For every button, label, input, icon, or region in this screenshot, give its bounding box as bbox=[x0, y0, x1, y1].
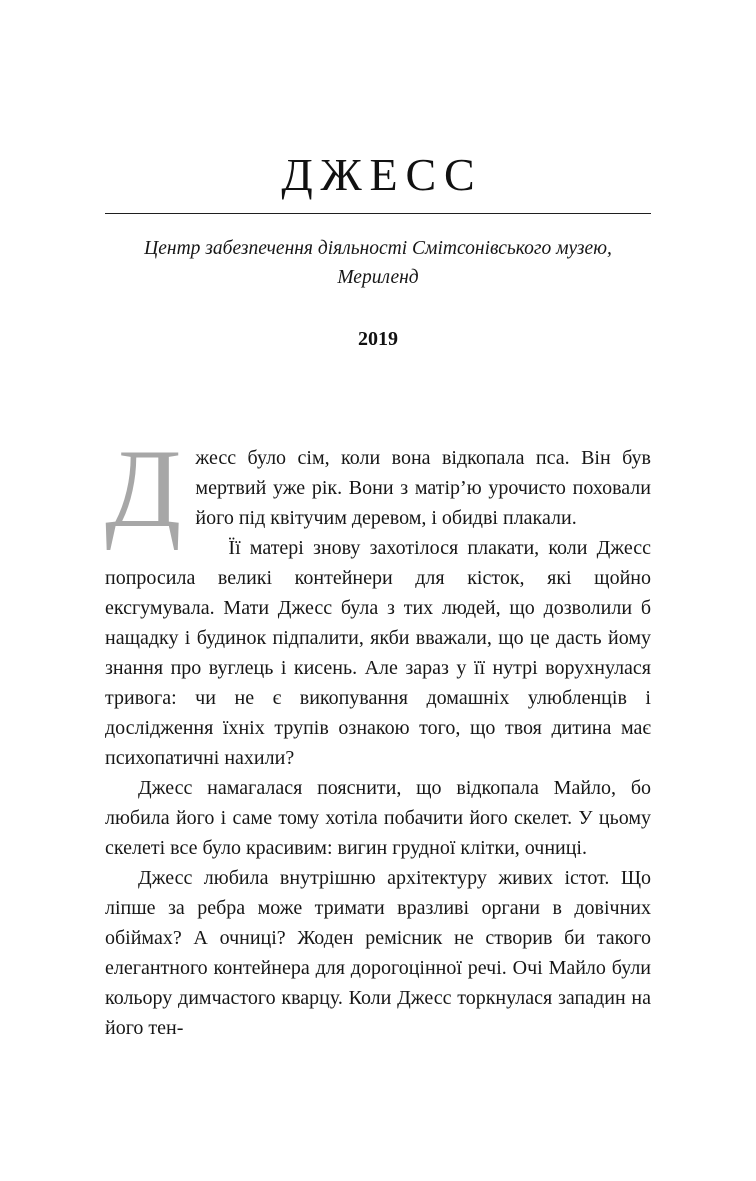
paragraph-text: жесс було сім, коли вона відкопала пса. Він був мертвий уже рік. Вони з матір’ю урочисто поховали його під квітучим деревом, і обидві плакали. bbox=[195, 446, 651, 529]
location-line-1: Центр забезпечення діяльності Смітсонівського музею, bbox=[144, 237, 612, 259]
paragraph: Джесс намагалася пояснити, що відкопала Майло, бо любила його і саме тому хотіла побачити його скелет. У цьому скелеті все було красивим: вигин грудної клітки, очниці. bbox=[105, 776, 651, 859]
location-line-2: Мериленд bbox=[337, 266, 419, 288]
drop-cap: Д bbox=[105, 426, 182, 551]
paragraph-first bbox=[105, 426, 651, 551]
paragraph: Джесс любила внутрішню архітектуру живих істот. Що ліпше за ребра може тримати вразливі органи в довічних обіймах? А очниці? Жоден ремісник не створив би такого елегантного контейнера для дорогоцінної речі. Очі Майло були кольору димчастого кварцу. Коли Джесс торкнулася западин на його тен- bbox=[105, 866, 651, 1039]
chapter-title: ДЖЕСС bbox=[281, 149, 483, 200]
body-text bbox=[105, 426, 651, 1043]
title-divider bbox=[105, 213, 651, 214]
chapter-year: 2019 bbox=[358, 327, 398, 350]
chapter-location bbox=[105, 234, 651, 292]
paragraph: Її матері знову захотілося плакати, коли Джесс попросила великі контейнери для кісток, які щойно ексгумувала. Мати Джесс була з тих людей, що дозволили б нащадку і будинок підпалити, якби вважали, що це дасть йому знання про вуглець і кисень. Але зараз у її нутрі ворухнулася тривога: чи не є викопування домашніх улюбленців і дослідження їхніх трупів ознакою того, що твоя дитина має психопатичні нахили? bbox=[105, 536, 651, 769]
